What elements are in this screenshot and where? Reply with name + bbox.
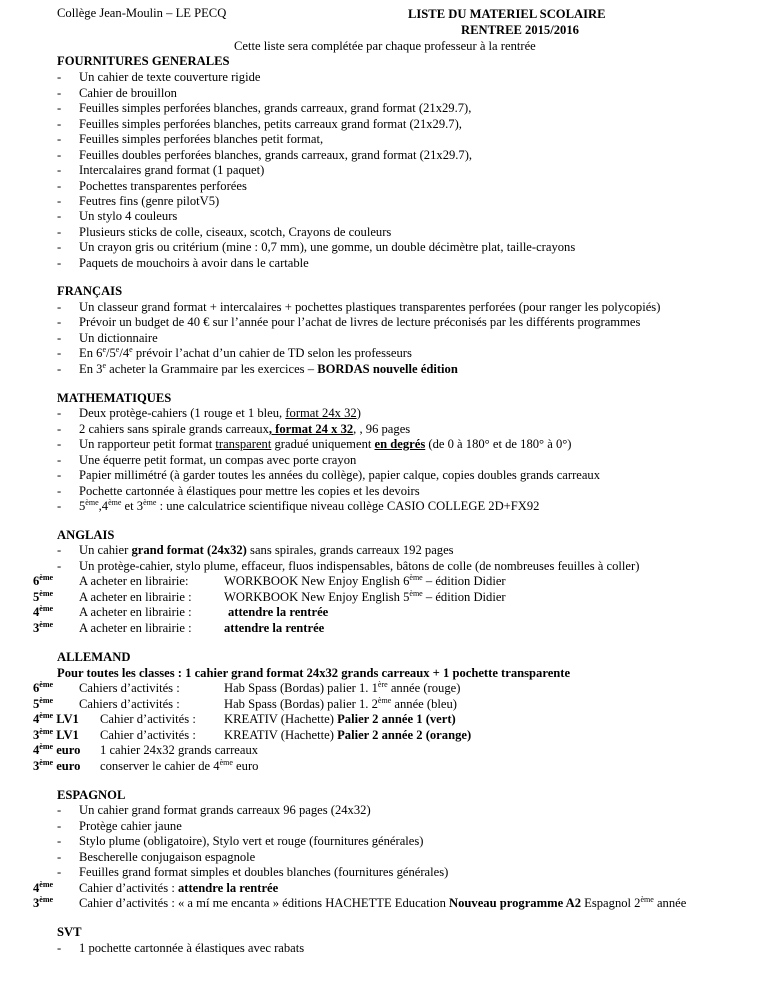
anglais-book: WORKBOOK New Enjoy English 6ème – édition Didier [224,573,506,588]
anglais-book: attendre la rentrée [228,605,329,619]
list-bullet: - [57,225,62,239]
grade-label: 3ème LV1 [33,727,79,742]
list-bullet: - [57,315,62,329]
list-bullet: - [57,163,62,177]
list-bullet: - [57,331,62,345]
list-bullet: - [57,209,62,223]
list-bullet: - [57,437,62,451]
list-bullet: - [57,468,62,482]
list-bullet: - [57,834,62,848]
francais-item: Un classeur grand format + intercalaires + pochettes plastiques transparentes perforées (pour ranger les polycopiés) [79,300,661,314]
list-bullet: - [57,406,62,420]
section-general-heading: FOURNITURES GENERALES [57,54,230,68]
grade-label: 3ème [33,895,54,910]
maths-item: Papier millimétré (à garder toutes les années du collège), papier calque, copies doubles grands carreaux [79,468,601,482]
general-item: Pochettes transparentes perforées [79,179,247,193]
espagnol-item: Feuilles grand format simples et doubles blanches (fournitures générales) [79,865,449,879]
general-item: Un cahier de texte couverture rigide [79,70,261,84]
grade-label: 5ème [33,696,54,711]
grade-label: 5ème [33,589,54,604]
allemand-book: Hab Spass (Bordas) palier 1. 2ème année (bleu) [224,696,457,711]
list-bullet: - [57,70,62,84]
list-bullet: - [57,240,62,254]
general-item: Cahier de brouillon [79,86,177,100]
general-item: Paquets de mouchoirs à avoir dans le cartable [79,256,309,270]
general-item: Intercalaires grand format (1 paquet) [79,163,265,177]
francais-item: En 3e acheter la Grammaire par les exercices – BORDAS nouvelle édition [79,361,458,376]
anglais-buy-label: A acheter en librairie: [79,574,189,588]
list-bullet: - [57,179,62,193]
general-item: Un crayon gris ou critérium (mine : 0,7 mm), une gomme, un double décimètre plat, taille-crayons [79,240,576,254]
maths-item: 5ème,4ème et 3ème : une calculatrice scientifique niveau collège CASIO COLLEGE 2D+FX92 [79,498,540,513]
general-item: Feutres fins (genre pilotV5) [79,194,220,208]
grade-label: 6ème [33,680,54,695]
grade-label: 4ème [33,880,54,895]
espagnol-item: Bescherelle conjugaison espagnole [79,850,256,864]
section-espagnol-heading: ESPAGNOL [57,788,126,802]
list-bullet: - [57,941,62,955]
list-bullet: - [57,256,62,270]
anglais-item: Un cahier grand format (24x32) sans spirales, grands carreaux 192 pages [79,543,454,557]
list-bullet: - [57,422,62,436]
allemand-label: Cahier d’activités : [100,712,196,726]
list-bullet: - [57,499,62,513]
anglais-book: attendre la rentrée [224,621,325,635]
espagnol-item: Cahier d’activités : attendre la rentrée [79,881,279,895]
general-item: Feuilles doubles perforées blanches, grands carreaux, grand format (21x29.7), [79,148,473,162]
list-bullet: - [57,86,62,100]
general-item: Plusieurs sticks de colle, ciseaux, scotch, Crayons de couleurs [79,225,392,239]
header-note: Cette liste sera complétée par chaque professeur à la rentrée [234,39,536,53]
anglais-buy-label: A acheter en librairie : [79,590,192,604]
section-svt-heading: SVT [57,925,82,939]
maths-item: 2 cahiers sans spirale grands carreaux, format 24 x 32, , 96 pages [79,422,411,436]
maths-item: Une équerre petit format, un compas avec porte crayon [79,453,357,467]
espagnol-item: Stylo plume (obligatoire), Stylo vert et rouge (fournitures générales) [79,834,424,848]
allemand-all-classes: Pour toutes les classes : 1 cahier grand format 24x32 grands carreaux + 1 pochette transparente [57,666,571,680]
general-item: Feuilles simples perforées blanches, petits carreaux grand format (21x29.7), [79,117,462,131]
list-bullet: - [57,132,62,146]
list-bullet: - [57,865,62,879]
list-title: LISTE DU MATERIEL SCOLAIRE [408,7,606,21]
list-bullet: - [57,194,62,208]
allemand-label: Cahier d’activités : [100,728,196,742]
list-bullet: - [57,559,62,573]
anglais-buy-label: A acheter en librairie : [79,605,192,619]
list-bullet: - [57,346,62,360]
allemand-book: KREATIV (Hachette) Palier 2 année 1 (vert) [224,712,456,726]
general-item: Feuilles simples perforées blanches petit format, [79,132,324,146]
school-name: Collège Jean-Moulin – LE PECQ [57,6,227,20]
section-allemand-heading: ALLEMAND [57,650,131,664]
allemand-text: 1 cahier 24x32 grands carreaux [100,743,259,757]
grade-label: 3ème [33,620,54,635]
maths-item: Deux protège-cahiers (1 rouge et 1 bleu, format 24x 32) [79,406,361,420]
francais-item: En 6e/5e/4e prévoir l’achat d’un cahier de TD selon les professeurs [79,345,412,360]
maths-item: Un rapporteur petit format transparent gradué uniquement en degrés (de 0 à 180° et de 180° à 0°) [79,437,572,451]
grade-label: 4ème LV1 [33,711,79,726]
allemand-label: Cahiers d’activités : [79,681,180,695]
section-anglais-heading: ANGLAIS [57,528,115,542]
francais-item: Un dictionnaire [79,331,158,345]
list-bullet: - [57,117,62,131]
espagnol-item: Un cahier grand format grands carreaux 96 pages (24x32) [79,803,371,817]
list-bullet: - [57,362,62,376]
list-bullet: - [57,803,62,817]
list-bullet: - [57,101,62,115]
allemand-book: KREATIV (Hachette) Palier 2 année 2 (orange) [224,728,472,742]
grade-label: 4ème euro [33,742,81,757]
list-bullet: - [57,850,62,864]
allemand-book: Hab Spass (Bordas) palier 1. 1ère année (rouge) [224,680,461,695]
espagnol-item: Cahier d’activités : « a mí me encanta » éditions HACHETTE Education Nouveau programme A2 Espagnol 2ème année [79,895,687,910]
allemand-text: conserver le cahier de 4ème euro [100,758,259,773]
allemand-label: Cahiers d’activités : [79,697,180,711]
general-item: Feuilles simples perforées blanches, grands carreaux, grand format (21x29.7), [79,101,472,115]
grade-label: 4ème [33,604,54,619]
list-bullet: - [57,484,62,498]
list-bullet: - [57,819,62,833]
francais-item: Prévoir un budget de 40 € sur l’année pour l’achat de livres de lecture préconisés par les différents programmes [79,315,641,329]
list-bullet: - [57,453,62,467]
grade-label: 6ème [33,573,54,588]
anglais-buy-label: A acheter en librairie : [79,621,192,635]
espagnol-item: Protège cahier jaune [79,819,182,833]
anglais-book: WORKBOOK New Enjoy English 5ème – édition Didier [224,589,506,604]
section-maths-heading: MATHEMATIQUES [57,391,172,405]
school-year: RENTREE 2015/2016 [461,23,579,37]
section-francais-heading: FRANÇAIS [57,284,123,298]
list-bullet: - [57,300,62,314]
grade-label: 3ème euro [33,758,81,773]
list-bullet: - [57,543,62,557]
general-item: Un stylo 4 couleurs [79,209,178,223]
maths-item: Pochette cartonnée à élastiques pour mettre les copies et les devoirs [79,484,420,498]
anglais-item: Un protège-cahier, stylo plume, effaceur, fluos indispensables, bâtons de colle (de nombreuses feuilles à coller) [79,559,640,573]
list-bullet: - [57,148,62,162]
svt-item: 1 pochette cartonnée à élastiques avec rabats [79,941,305,955]
